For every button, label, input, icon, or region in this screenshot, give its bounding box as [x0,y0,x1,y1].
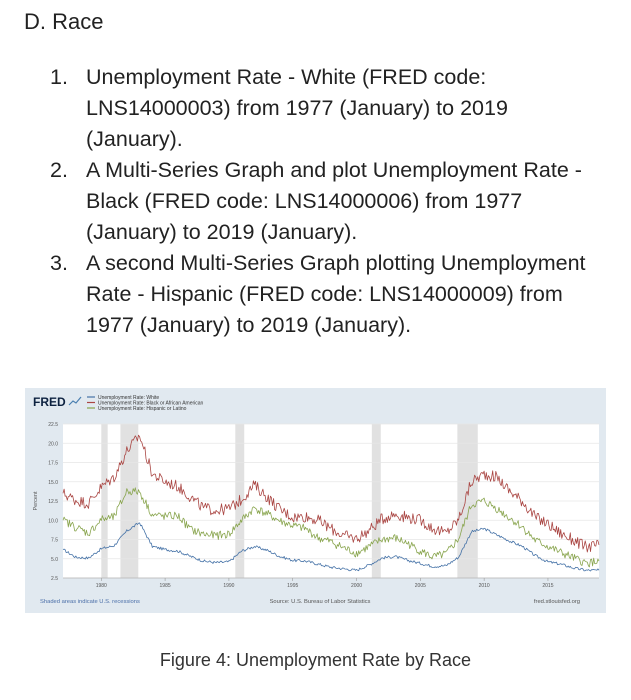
x-tick-label: 2005 [414,583,426,589]
x-tick-label: 2000 [350,583,363,589]
y-tick-label: 15.0 [48,479,58,486]
legend-label: Unemployment Rate: Black or African American [98,400,204,407]
list-item-number: 3. [50,251,68,275]
section-heading: D. Race [24,9,104,34]
y-axis-label: Percent [33,491,39,511]
x-tick-label: 1990 [223,583,235,589]
list-item-number: 2. [50,158,68,182]
fred-url-note: fred.stlouisfed.org [533,599,580,605]
legend-label: Unemployment Rate: Hispanic or Latino [98,405,187,412]
fred-logo-text: FRED [33,395,66,409]
y-tick-label: 12.5 [48,499,58,505]
x-tick-label: 2015 [542,583,554,589]
source-note: Source: U.S. Bureau of Labor Statistics [269,599,371,605]
list-item [50,248,610,341]
x-tick-label: 1995 [287,583,299,589]
y-tick-label: 17.5 [48,460,58,467]
figure-caption: Figure 4: Unemployment Rate by Race [159,650,472,670]
x-tick-label: 2010 [478,583,490,589]
x-tick-label: 1980 [95,583,107,589]
list-item-text: A second Multi-Series Graph plotting Unemployment Rate - Hispanic (FRED code: LNS14000009) from 1977 (January) to 2019 (January). [86,251,586,337]
list-item [50,62,610,155]
legend-label: Unemployment Rate: White [98,394,160,401]
list-item-text: A Multi-Series Graph and plot Unemployment Rate - Black (FRED code: LNS14000006) from 1977 (January) to 2019 (January). [86,158,582,244]
x-tick-label: 1985 [159,583,171,589]
y-tick-label: 10.0 [48,518,58,525]
recession-note: Shaded areas indicate U.S. recessions [40,599,140,605]
y-tick-label: 2.5 [51,576,58,582]
y-tick-label: 5.0 [51,556,58,563]
unemployment-chart [25,388,606,613]
y-tick-label: 22.5 [48,422,58,428]
list-item-number: 1. [50,65,68,89]
list-item-text: Unemployment Rate - White (FRED code: LNS14000003) from 1977 (January) to 2019 (January). [86,65,508,151]
y-tick-label: 20.0 [48,441,58,448]
list-item [50,155,610,248]
requirements-list [50,62,610,341]
fred-chart-figure [25,388,606,613]
y-tick-label: 7.5 [51,537,58,544]
